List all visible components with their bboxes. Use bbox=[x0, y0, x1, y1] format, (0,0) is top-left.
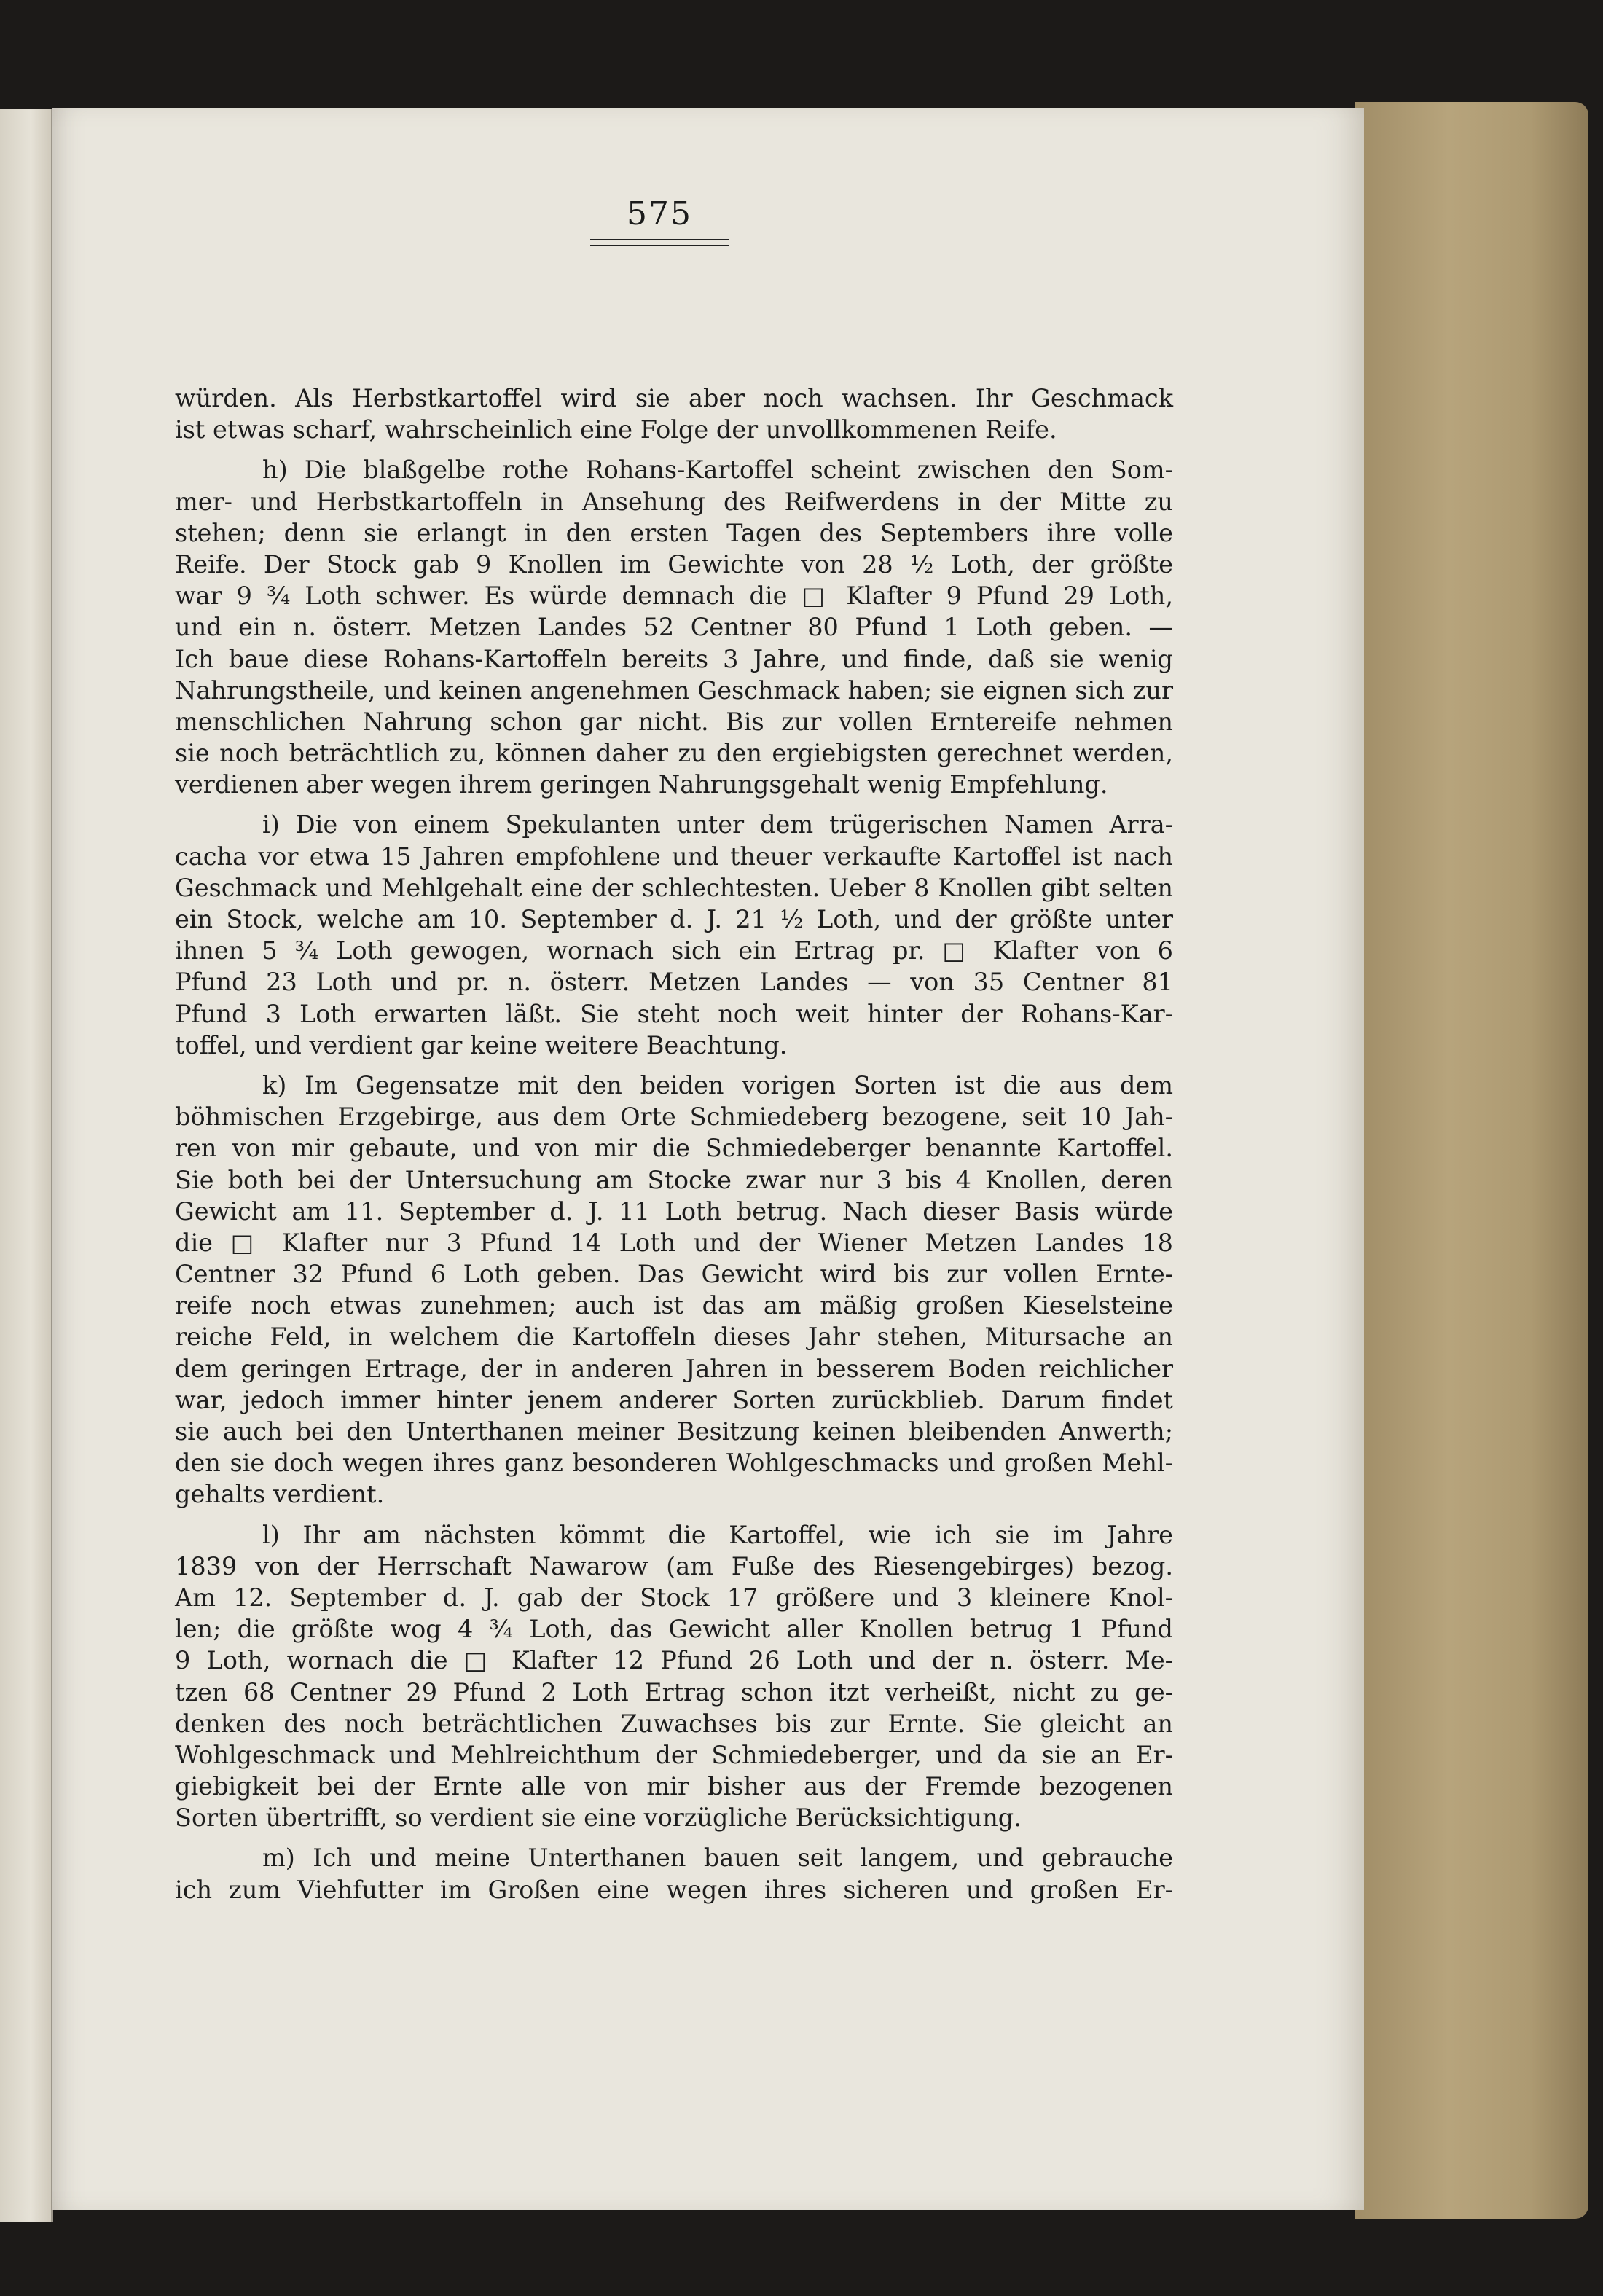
text-line: m) Ich und meine Unterthanen bauen seit langem, und gebrauche bbox=[262, 1844, 1173, 1873]
book-cover-edge bbox=[1355, 102, 1588, 2219]
text-line: Reife. Der Stock gab 9 Knollen im Gewichte von 28 ½ Loth, der größte bbox=[175, 549, 1173, 579]
text-line: ist etwas scharf, wahrscheinlich eine Folge der unvollkommenen Reife. bbox=[175, 415, 1057, 444]
text-line: gehalts verdient. bbox=[175, 1480, 385, 1509]
page-number-rule bbox=[590, 239, 729, 246]
text-line: würden. Als Herbstkartoffel wird sie aber noch wachsen. Ihr Geschmack bbox=[175, 384, 1173, 412]
text-line: 1839 von der Herrschaft Nawarow (am Fuße des Riesengebirges) bezog. bbox=[175, 1551, 1173, 1580]
previous-page-edge bbox=[0, 109, 53, 2222]
text-line: toffel, und verdient gar keine weitere Beachtung. bbox=[175, 1030, 788, 1059]
text-line: den sie doch wegen ihres ganz besonderen Wohlgeschmacks und großen Mehl- bbox=[175, 1449, 1173, 1478]
text-line: l) Ihr am nächsten kömmt die Kartoffel, wie ich sie im Jahre bbox=[262, 1520, 1173, 1549]
text-line: sie auch bei den Unterthanen meiner Besitzung keinen bleibenden Anwerth; bbox=[175, 1417, 1173, 1446]
text-line: menschlichen Nahrung schon gar nicht. Bis zur vollen Erntereife nehmen bbox=[175, 707, 1173, 736]
text-line: ich zum Viehfutter im Großen eine wegen ihres sicheren und großen Er- bbox=[175, 1875, 1173, 1904]
text-line: ren von mir gebaute, und von mir die Schmiedeberger benannte Kartoffel. bbox=[175, 1134, 1173, 1163]
text-line: Pfund 3 Loth erwarten läßt. Sie steht noch weit hinter der Rohans-Kar- bbox=[175, 999, 1173, 1028]
text-line: sie noch beträchtlich zu, können daher zu den ergiebigsten gerechnet werden, bbox=[175, 739, 1173, 768]
text-line: cacha vor etwa 15 Jahren empfohlene und theuer verkaufte Kartoffel ist nach bbox=[175, 842, 1173, 871]
page-number: 575 bbox=[627, 195, 692, 232]
text-line: ihnen 5 ¾ Loth gewogen, wornach sich ein Ertrag pr. □ Klafter von 6 bbox=[175, 936, 1173, 965]
text-line: Geschmack und Mehlgehalt eine der schlechtesten. Ueber 8 Knollen gibt selten bbox=[175, 873, 1173, 902]
text-line: und ein n. österr. Metzen Landes 52 Centner 80 Pfund 1 Loth geben. — bbox=[175, 613, 1173, 642]
text-line: mer- und Herbstkartoffeln in Ansehung des Reifwerdens in der Mitte zu bbox=[175, 487, 1173, 516]
text-line: Am 12. September d. J. gab der Stock 17 größere und 3 kleinere Knol- bbox=[175, 1583, 1173, 1612]
text-line: len; die größte wog 4 ¾ Loth, das Gewicht aller Knollen betrug 1 Pfund bbox=[175, 1615, 1173, 1644]
text-line: Sorten übertrifft, so verdient sie eine vorzügliche Berücksichtigung. bbox=[175, 1803, 1022, 1833]
text-line: ein Stock, welche am 10. September d. J. 21 ½ Loth, und der größte unter bbox=[175, 905, 1173, 933]
text-line: 9 Loth, wornach die □ Klafter 12 Pfund 26 Loth und der n. österr. Me- bbox=[175, 1646, 1173, 1675]
text-line: i) Die von einem Spekulanten unter dem trügerischen Namen Arra- bbox=[262, 810, 1173, 839]
text-line: böhmischen Erzgebirge, aus dem Orte Schmiedeberg bezogene, seit 10 Jah- bbox=[175, 1102, 1173, 1132]
text-line: Wohlgeschmack und Mehlreichthum der Schmiedeberger, und da sie an Er- bbox=[175, 1740, 1173, 1769]
text-line: war 9 ¾ Loth schwer. Es würde demnach die □ Klafter 9 Pfund 29 Loth, bbox=[175, 581, 1173, 611]
text-line: die □ Klafter nur 3 Pfund 14 Loth und der Wiener Metzen Landes 18 bbox=[175, 1228, 1173, 1257]
text-line: Centner 32 Pfund 6 Loth geben. Das Gewicht wird bis zur vollen Ernte- bbox=[175, 1260, 1173, 1289]
text-line: giebigkeit bei der Ernte alle von mir bisher aus der Fremde bezogenen bbox=[175, 1772, 1173, 1801]
text-line: dem geringen Ertrage, der in anderen Jahren in besserem Boden reichlicher bbox=[175, 1354, 1173, 1383]
text-line: k) Im Gegensatze mit den beiden vorigen Sorten ist die aus dem bbox=[262, 1070, 1173, 1100]
text-line: Sie both bei der Untersuchung am Stocke zwar nur 3 bis 4 Knollen, deren bbox=[175, 1165, 1173, 1194]
text-line: denken des noch beträchtlichen Zuwachses bis zur Ernte. Sie gleicht an bbox=[175, 1709, 1173, 1738]
text-line: h) Die blaßgelbe rothe Rohans-Kartoffel scheint zwischen den Som- bbox=[262, 455, 1173, 485]
text-line: Pfund 23 Loth und pr. n. österr. Metzen Landes — von 35 Centner 81 bbox=[175, 968, 1173, 997]
text-line: war, jedoch immer hinter jenem anderer Sorten zurückblieb. Darum findet bbox=[175, 1385, 1173, 1414]
body-text bbox=[175, 383, 1173, 1905]
text-line: Gewicht am 11. September d. J. 11 Loth betrug. Nach dieser Basis würde bbox=[175, 1196, 1173, 1226]
text-line: Ich baue diese Rohans-Kartoffeln bereits 3 Jahre, und finde, daß sie wenig bbox=[175, 644, 1173, 673]
text-line: stehen; denn sie erlangt in den ersten Tagen des Septembers ihre volle bbox=[175, 518, 1173, 547]
text-line: Nahrungstheile, und keinen angenehmen Geschmack haben; sie eignen sich zur bbox=[175, 675, 1173, 705]
text-line: reife noch etwas zunehmen; auch ist das am mäßig großen Kieselsteine bbox=[175, 1291, 1173, 1320]
text-line: tzen 68 Centner 29 Pfund 2 Loth Ertrag schon itzt verheißt, nicht zu ge- bbox=[175, 1677, 1173, 1707]
text-line: verdienen aber wegen ihrem geringen Nahrungsgehalt wenig Empfehlung. bbox=[175, 770, 1108, 799]
text-line: reiche Feld, in welchem die Kartoffeln dieses Jahr stehen, Mitursache an bbox=[175, 1323, 1173, 1352]
